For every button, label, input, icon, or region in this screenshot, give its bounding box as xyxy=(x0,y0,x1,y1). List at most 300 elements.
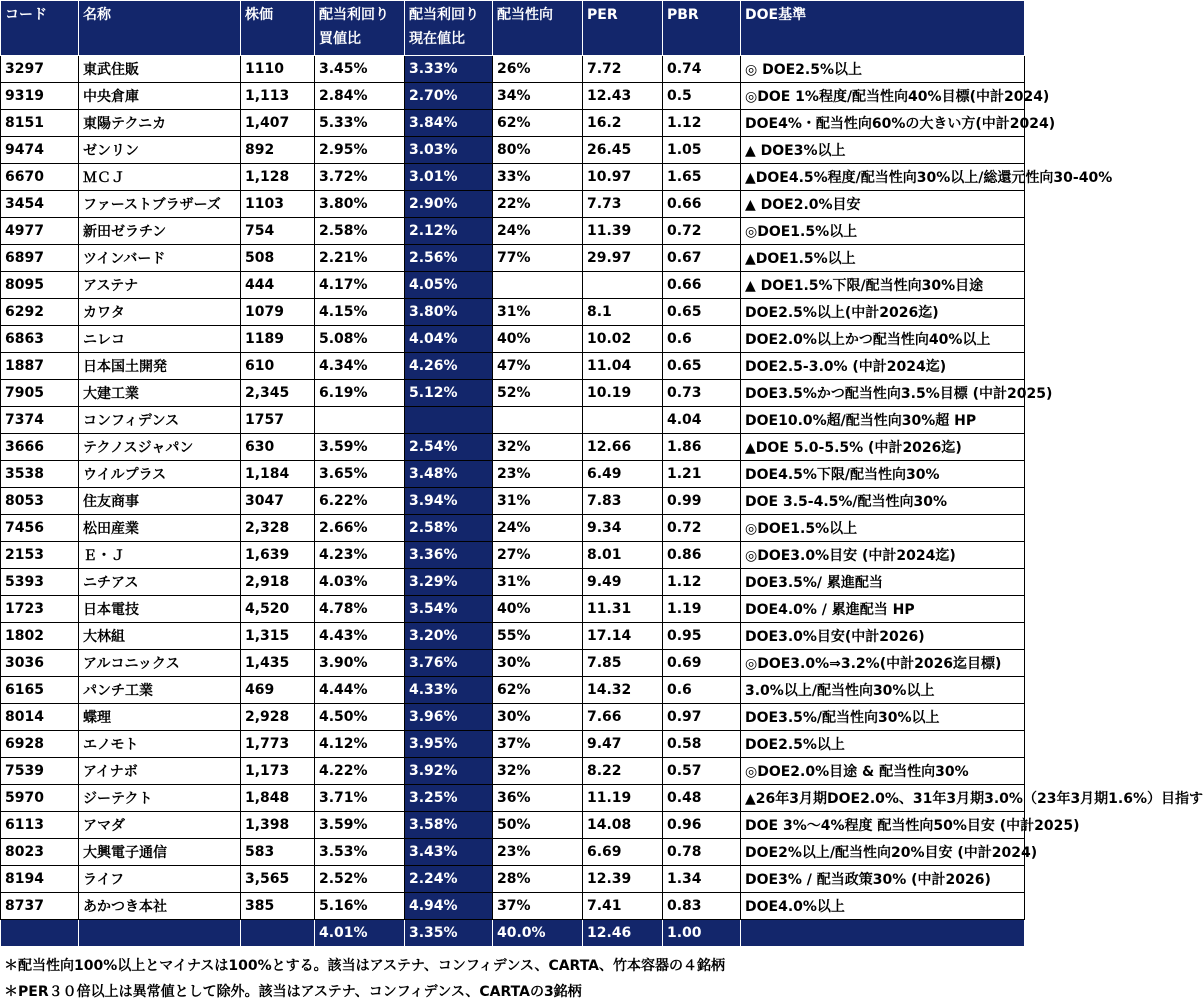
cell-code: 6292 xyxy=(1,299,79,326)
cell-payout: 32% xyxy=(493,758,583,785)
cell-per: 9.47 xyxy=(583,731,663,758)
cell-pbr: 0.66 xyxy=(663,191,741,218)
cell-payout: 37% xyxy=(493,731,583,758)
cell-per: 11.31 xyxy=(583,596,663,623)
cell-yield-cost: 4.15% xyxy=(315,299,405,326)
cell-pbr: 0.73 xyxy=(663,380,741,407)
table-row xyxy=(1,110,1025,137)
cell-payout: 30% xyxy=(493,650,583,677)
cell-yield-cost: 2.58% xyxy=(315,218,405,245)
cell-doe: DOE2.0%以上かつ配当性向40%以上 xyxy=(741,326,1025,353)
cell-yield-cost: 4.78% xyxy=(315,596,405,623)
cell-per: 11.19 xyxy=(583,785,663,812)
table-row xyxy=(1,407,1025,434)
table-row xyxy=(1,569,1025,596)
cell-pbr: 0.65 xyxy=(663,299,741,326)
cell-yield-cost: 2.21% xyxy=(315,245,405,272)
cell-per: 12.66 xyxy=(583,434,663,461)
cell-yield-current: 3.33% xyxy=(405,56,493,83)
cell-name: アイナボ xyxy=(79,758,241,785)
cell-yield-cost: 4.22% xyxy=(315,758,405,785)
cell-pbr: 0.72 xyxy=(663,218,741,245)
cell-name: 大林組 xyxy=(79,623,241,650)
cell-per: 9.49 xyxy=(583,569,663,596)
cell-yield-current: 3.20% xyxy=(405,623,493,650)
cell-name: アステナ xyxy=(79,272,241,299)
cell-per: 10.19 xyxy=(583,380,663,407)
cell-doe: ▲DOE1.5%以上 xyxy=(741,245,1025,272)
cell-code: 8014 xyxy=(1,704,79,731)
cell-code: 6113 xyxy=(1,812,79,839)
cell-payout: 26% xyxy=(493,56,583,83)
cell-payout: 36% xyxy=(493,785,583,812)
cell-doe: DOE3% / 配当政策30% (中計2026) xyxy=(741,866,1025,893)
cell-pbr: 1.19 xyxy=(663,596,741,623)
cell-pbr: 0.48 xyxy=(663,785,741,812)
column-header-name: 名称 xyxy=(79,1,241,56)
cell-pbr: 1.12 xyxy=(663,569,741,596)
cell-yield-current: 3.54% xyxy=(405,596,493,623)
cell-price: 1,113 xyxy=(241,83,315,110)
cell-price: 1,315 xyxy=(241,623,315,650)
cell-price: 1,848 xyxy=(241,785,315,812)
cell-yield-cost: 4.17% xyxy=(315,272,405,299)
cell-per: 12.39 xyxy=(583,866,663,893)
average-pbr: 1.00 xyxy=(663,920,741,947)
cell-code: 8095 xyxy=(1,272,79,299)
cell-yield-cost: 3.80% xyxy=(315,191,405,218)
cell-price: 1,407 xyxy=(241,110,315,137)
cell-yield-current: 2.70% xyxy=(405,83,493,110)
table-row xyxy=(1,83,1025,110)
cell-price: 630 xyxy=(241,434,315,461)
cell-per: 10.02 xyxy=(583,326,663,353)
cell-payout: 33% xyxy=(493,164,583,191)
cell-doe: ◎DOE 1%程度/配当性向40%目標(中計2024) xyxy=(741,83,1025,110)
cell-name: ライフ xyxy=(79,866,241,893)
table-row xyxy=(1,137,1025,164)
table-row xyxy=(1,677,1025,704)
cell-payout: 31% xyxy=(493,299,583,326)
cell-payout: 52% xyxy=(493,380,583,407)
cell-price: 2,918 xyxy=(241,569,315,596)
cell-doe: DOE4%・配当性向60%の大きい方(中計2024) xyxy=(741,110,1025,137)
cell-name: 住友商事 xyxy=(79,488,241,515)
footnote: ＊配当性向100%以上とマイナスは100%とする。該当はアステナ、コンフィデンス、CARTA、竹本容器の４銘柄 xyxy=(4,958,725,974)
cell-payout xyxy=(493,407,583,434)
cell-pbr: 0.99 xyxy=(663,488,741,515)
cell-per: 7.83 xyxy=(583,488,663,515)
cell-yield-current: 3.80% xyxy=(405,299,493,326)
cell-payout: 31% xyxy=(493,488,583,515)
cell-pbr: 1.86 xyxy=(663,434,741,461)
average-yield-current: 3.35% xyxy=(405,920,493,947)
cell-name: アマダ xyxy=(79,812,241,839)
cell-name: ツインバード xyxy=(79,245,241,272)
cell-yield-current: 3.58% xyxy=(405,812,493,839)
cell-per xyxy=(583,407,663,434)
cell-name: テクノスジャパン xyxy=(79,434,241,461)
cell-code: 3297 xyxy=(1,56,79,83)
cell-price: 385 xyxy=(241,893,315,920)
cell-code: 6670 xyxy=(1,164,79,191)
cell-per: 11.04 xyxy=(583,353,663,380)
cell-code: 7539 xyxy=(1,758,79,785)
cell-price: 1103 xyxy=(241,191,315,218)
cell-yield-cost: 3.45% xyxy=(315,56,405,83)
cell-yield-cost: 4.23% xyxy=(315,542,405,569)
cell-yield-cost xyxy=(315,407,405,434)
cell-payout: 47% xyxy=(493,353,583,380)
cell-per: 12.43 xyxy=(583,83,663,110)
cell-yield-current: 2.90% xyxy=(405,191,493,218)
cell-pbr: 4.04 xyxy=(663,407,741,434)
column-header-code: コード xyxy=(1,1,79,56)
cell-name: ファーストブラザーズ xyxy=(79,191,241,218)
cell-per xyxy=(583,272,663,299)
cell-pbr: 0.66 xyxy=(663,272,741,299)
cell-price: 3047 xyxy=(241,488,315,515)
cell-pbr: 0.97 xyxy=(663,704,741,731)
cell-yield-current: 2.58% xyxy=(405,515,493,542)
cell-name: ジーテクト xyxy=(79,785,241,812)
average-code xyxy=(1,920,79,947)
cell-code: 6165 xyxy=(1,677,79,704)
cell-price: 583 xyxy=(241,839,315,866)
cell-price: 1,398 xyxy=(241,812,315,839)
cell-yield-cost: 5.08% xyxy=(315,326,405,353)
cell-yield-cost: 5.33% xyxy=(315,110,405,137)
cell-per: 7.72 xyxy=(583,56,663,83)
cell-price: 1757 xyxy=(241,407,315,434)
cell-code: 9474 xyxy=(1,137,79,164)
cell-per: 10.97 xyxy=(583,164,663,191)
cell-yield-cost: 3.59% xyxy=(315,434,405,461)
cell-name: ウイルプラス xyxy=(79,461,241,488)
cell-pbr: 0.96 xyxy=(663,812,741,839)
cell-yield-cost: 4.50% xyxy=(315,704,405,731)
cell-doe: DOE2%以上/配当性向20%目安 (中計2024) xyxy=(741,839,1025,866)
cell-pbr: 0.6 xyxy=(663,326,741,353)
cell-name: カワタ xyxy=(79,299,241,326)
cell-name: アルコニックス xyxy=(79,650,241,677)
cell-code: 9319 xyxy=(1,83,79,110)
cell-name: 大建工業 xyxy=(79,380,241,407)
cell-code: 5393 xyxy=(1,569,79,596)
cell-payout: 24% xyxy=(493,515,583,542)
cell-name: Ｅ・Ｊ xyxy=(79,542,241,569)
cell-price: 754 xyxy=(241,218,315,245)
cell-name: 新田ゼラチン xyxy=(79,218,241,245)
cell-price: 2,928 xyxy=(241,704,315,731)
table-body xyxy=(1,56,1203,947)
table-row xyxy=(1,704,1025,731)
cell-per: 7.85 xyxy=(583,650,663,677)
cell-price: 444 xyxy=(241,272,315,299)
column-header-pbr: PBR xyxy=(663,1,741,56)
table-row xyxy=(1,299,1025,326)
cell-doe: DOE4.5%下限/配当性向30% xyxy=(741,461,1025,488)
cell-price: 3,565 xyxy=(241,866,315,893)
table-row xyxy=(1,731,1025,758)
cell-pbr: 1.12 xyxy=(663,110,741,137)
cell-yield-cost: 3.90% xyxy=(315,650,405,677)
cell-doe: DOE2.5%以上 xyxy=(741,731,1025,758)
cell-code: 1723 xyxy=(1,596,79,623)
cell-yield-current: 2.24% xyxy=(405,866,493,893)
cell-doe: ▲DOE 5.0-5.5% (中計2026迄) xyxy=(741,434,1025,461)
cell-yield-cost: 6.22% xyxy=(315,488,405,515)
cell-yield-current: 4.33% xyxy=(405,677,493,704)
average-yield-cost: 4.01% xyxy=(315,920,405,947)
cell-payout: 23% xyxy=(493,461,583,488)
cell-per: 7.73 xyxy=(583,191,663,218)
table-row xyxy=(1,191,1025,218)
cell-payout: 31% xyxy=(493,569,583,596)
cell-yield-cost: 4.03% xyxy=(315,569,405,596)
column-header-payout: 配当性向 xyxy=(493,1,583,56)
cell-price: 1,128 xyxy=(241,164,315,191)
cell-yield-cost: 2.52% xyxy=(315,866,405,893)
cell-yield-current: 3.01% xyxy=(405,164,493,191)
cell-payout: 23% xyxy=(493,839,583,866)
cell-payout: 40% xyxy=(493,326,583,353)
cell-per: 7.41 xyxy=(583,893,663,920)
cell-doe: DOE4.0%以上 xyxy=(741,893,1025,920)
cell-pbr: 0.69 xyxy=(663,650,741,677)
column-header-price: 株価 xyxy=(241,1,315,56)
cell-price: 892 xyxy=(241,137,315,164)
cell-price: 1,639 xyxy=(241,542,315,569)
cell-doe: ▲ DOE3%以上 xyxy=(741,137,1025,164)
cell-payout xyxy=(493,272,583,299)
cell-code: 8194 xyxy=(1,866,79,893)
cell-doe: DOE2.5%以上(中計2026迄) xyxy=(741,299,1025,326)
cell-pbr: 0.58 xyxy=(663,731,741,758)
cell-payout: 30% xyxy=(493,704,583,731)
cell-yield-current: 2.56% xyxy=(405,245,493,272)
cell-doe: ◎DOE2.0%目途 & 配当性向30% xyxy=(741,758,1025,785)
table-row xyxy=(1,245,1025,272)
cell-payout: 50% xyxy=(493,812,583,839)
column-header-doe: DOE基準 xyxy=(741,1,1025,56)
cell-price: 1,435 xyxy=(241,650,315,677)
cell-yield-current: 3.96% xyxy=(405,704,493,731)
table-row xyxy=(1,326,1025,353)
table-row xyxy=(1,218,1025,245)
cell-per: 17.14 xyxy=(583,623,663,650)
cell-code: 1887 xyxy=(1,353,79,380)
cell-pbr: 0.6 xyxy=(663,677,741,704)
cell-name: エノモト xyxy=(79,731,241,758)
table-row xyxy=(1,758,1025,785)
average-per: 12.46 xyxy=(583,920,663,947)
table-row xyxy=(1,623,1025,650)
cell-pbr: 0.72 xyxy=(663,515,741,542)
table-row xyxy=(1,650,1025,677)
cell-yield-cost: 3.59% xyxy=(315,812,405,839)
cell-code: 6863 xyxy=(1,326,79,353)
cell-price: 508 xyxy=(241,245,315,272)
cell-yield-cost: 3.65% xyxy=(315,461,405,488)
table-row xyxy=(1,839,1025,866)
cell-code: 5970 xyxy=(1,785,79,812)
cell-pbr: 0.67 xyxy=(663,245,741,272)
cell-pbr: 0.95 xyxy=(663,623,741,650)
cell-code: 2153 xyxy=(1,542,79,569)
cell-price: 1079 xyxy=(241,299,315,326)
cell-doe: ◎DOE3.0%⇒3.2%(中計2026迄目標) xyxy=(741,650,1025,677)
cell-per: 7.66 xyxy=(583,704,663,731)
cell-price: 1,773 xyxy=(241,731,315,758)
cell-yield-current: 3.92% xyxy=(405,758,493,785)
table-row xyxy=(1,812,1025,839)
average-name xyxy=(79,920,241,947)
cell-per: 8.1 xyxy=(583,299,663,326)
cell-payout: 32% xyxy=(493,434,583,461)
cell-yield-current: 3.25% xyxy=(405,785,493,812)
cell-yield-current: 2.54% xyxy=(405,434,493,461)
cell-price: 469 xyxy=(241,677,315,704)
cell-per: 6.69 xyxy=(583,839,663,866)
cell-per: 6.49 xyxy=(583,461,663,488)
cell-code: 6897 xyxy=(1,245,79,272)
cell-doe: DOE3.5%かつ配当性向3.5%目標 (中計2025) xyxy=(741,380,1025,407)
cell-payout: 28% xyxy=(493,866,583,893)
cell-code: 8023 xyxy=(1,839,79,866)
cell-per: 14.32 xyxy=(583,677,663,704)
cell-code: 3036 xyxy=(1,650,79,677)
cell-price: 4,520 xyxy=(241,596,315,623)
cell-yield-cost: 2.84% xyxy=(315,83,405,110)
column-header-yield-current: 配当利回り 現在値比 xyxy=(405,1,493,56)
average-payout: 40.0% xyxy=(493,920,583,947)
cell-code: 1802 xyxy=(1,623,79,650)
cell-payout: 62% xyxy=(493,110,583,137)
cell-name: ニチアス xyxy=(79,569,241,596)
table-row xyxy=(1,866,1025,893)
cell-code: 7374 xyxy=(1,407,79,434)
cell-yield-current: 4.26% xyxy=(405,353,493,380)
table-row xyxy=(1,164,1025,191)
cell-price: 1110 xyxy=(241,56,315,83)
cell-doe: DOE10.0%超/配当性向30%超 HP xyxy=(741,407,1025,434)
cell-doe: ▲26年3月期DOE2.0%、31年3月期3.0%（23年3月期1.6%）目指す xyxy=(741,785,1025,812)
footnotes xyxy=(0,947,1024,1005)
cell-pbr: 1.65 xyxy=(663,164,741,191)
cell-yield-current: 3.43% xyxy=(405,839,493,866)
cell-payout: 62% xyxy=(493,677,583,704)
cell-name: 大興電子通信 xyxy=(79,839,241,866)
cell-code: 7905 xyxy=(1,380,79,407)
cell-yield-cost: 3.72% xyxy=(315,164,405,191)
average-doe xyxy=(741,920,1025,947)
cell-price: 2,328 xyxy=(241,515,315,542)
cell-code: 6928 xyxy=(1,731,79,758)
cell-code: 7456 xyxy=(1,515,79,542)
cell-doe: DOE3.5%/配当性向30%以上 xyxy=(741,704,1025,731)
cell-payout: 55% xyxy=(493,623,583,650)
cell-per: 26.45 xyxy=(583,137,663,164)
cell-code: 8053 xyxy=(1,488,79,515)
cell-yield-current: 5.12% xyxy=(405,380,493,407)
cell-doe: ◎ DOE2.5%以上 xyxy=(741,56,1025,83)
cell-per: 8.01 xyxy=(583,542,663,569)
cell-doe: DOE 3.5-4.5%/配当性向30% xyxy=(741,488,1025,515)
cell-yield-current: 3.03% xyxy=(405,137,493,164)
cell-yield-current: 3.36% xyxy=(405,542,493,569)
cell-pbr: 0.74 xyxy=(663,56,741,83)
column-header-yield-cost: 配当利回り 買値比 xyxy=(315,1,405,56)
cell-pbr: 0.78 xyxy=(663,839,741,866)
cell-name: コンフィデンス xyxy=(79,407,241,434)
cell-price: 610 xyxy=(241,353,315,380)
cell-yield-cost: 4.43% xyxy=(315,623,405,650)
cell-doe: ◎DOE3.0%目安 (中計2024迄) xyxy=(741,542,1025,569)
cell-yield-current: 3.84% xyxy=(405,110,493,137)
cell-yield-current: 3.76% xyxy=(405,650,493,677)
cell-pbr: 1.34 xyxy=(663,866,741,893)
cell-doe: DOE3.0%目安(中計2026) xyxy=(741,623,1025,650)
cell-doe: DOE3.5%/ 累進配当 xyxy=(741,569,1025,596)
table-row xyxy=(1,488,1025,515)
cell-pbr: 0.65 xyxy=(663,353,741,380)
cell-yield-cost: 3.71% xyxy=(315,785,405,812)
table-row xyxy=(1,461,1025,488)
cell-name: ゼンリン xyxy=(79,137,241,164)
cell-payout: 40% xyxy=(493,596,583,623)
cell-pbr: 1.05 xyxy=(663,137,741,164)
cell-yield-cost: 6.19% xyxy=(315,380,405,407)
cell-doe: ▲DOE4.5%程度/配当性向30%以上/総還元性向30-40% xyxy=(741,164,1025,191)
cell-yield-current: 3.95% xyxy=(405,731,493,758)
cell-payout: 22% xyxy=(493,191,583,218)
cell-per: 16.2 xyxy=(583,110,663,137)
cell-yield-current xyxy=(405,407,493,434)
cell-yield-cost: 4.44% xyxy=(315,677,405,704)
cell-name: 中央倉庫 xyxy=(79,83,241,110)
cell-yield-cost: 4.34% xyxy=(315,353,405,380)
cell-per: 29.97 xyxy=(583,245,663,272)
table-row xyxy=(1,785,1025,812)
cell-per: 8.22 xyxy=(583,758,663,785)
cell-per: 14.08 xyxy=(583,812,663,839)
cell-doe: DOE2.5-3.0% (中計2024迄) xyxy=(741,353,1025,380)
cell-doe: 3.0%以上/配当性向30%以上 xyxy=(741,677,1025,704)
footnote: ＊PER３０倍以上は異常値として除外。該当はアステナ、コンフィデンス、CARTAの3銘柄 xyxy=(4,984,582,1000)
cell-name: 日本電技 xyxy=(79,596,241,623)
cell-code: 8737 xyxy=(1,893,79,920)
cell-yield-cost: 3.53% xyxy=(315,839,405,866)
table-row xyxy=(1,353,1025,380)
cell-price: 1,173 xyxy=(241,758,315,785)
column-header-per: PER xyxy=(583,1,663,56)
cell-name: 蝶理 xyxy=(79,704,241,731)
cell-doe: ▲ DOE1.5%下限/配当性向30%目途 xyxy=(741,272,1025,299)
average-price xyxy=(241,920,315,947)
cell-name: 東陽テクニカ xyxy=(79,110,241,137)
table-row xyxy=(1,596,1025,623)
cell-doe: ◎DOE1.5%以上 xyxy=(741,218,1025,245)
cell-pbr: 0.86 xyxy=(663,542,741,569)
cell-doe: ◎DOE1.5%以上 xyxy=(741,515,1025,542)
cell-yield-current: 3.29% xyxy=(405,569,493,596)
cell-doe: DOE4.0% / 累進配当 HP xyxy=(741,596,1025,623)
cell-per: 9.34 xyxy=(583,515,663,542)
cell-name: 松田産業 xyxy=(79,515,241,542)
cell-yield-cost: 5.16% xyxy=(315,893,405,920)
table-row xyxy=(1,434,1025,461)
